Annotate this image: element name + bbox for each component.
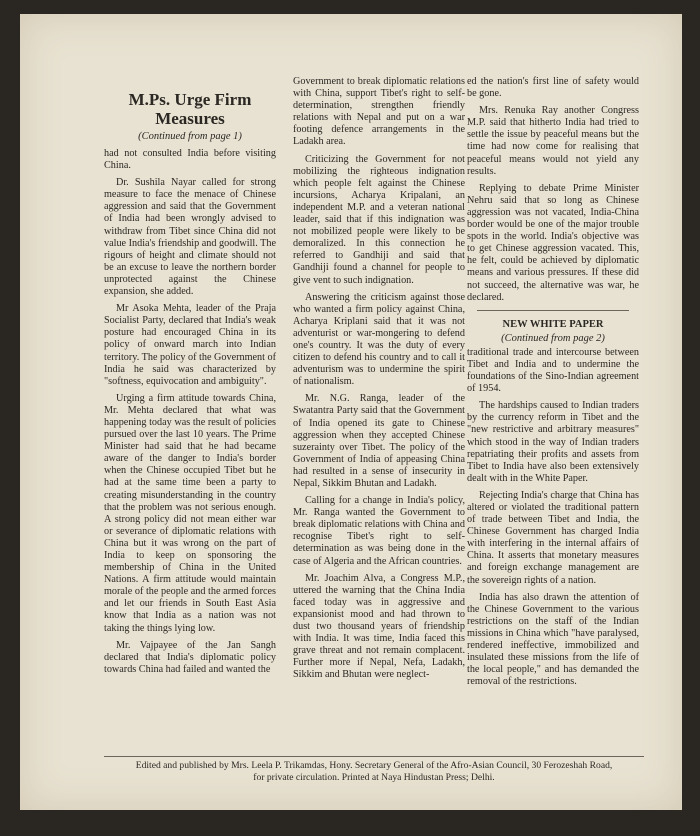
paragraph: Criticizing the Government for not mobilizing the righteous indignation which people felt against the Chinese incursions, Acharya Kripalani, an independent M.P. and a veteran national leader, said that if this indignation was not mobilized people were likely to be demoralized. In this connection he referred to Gandhiji and said that Gandhiji found a channel for people to give vent to such indignation. — [293, 153, 465, 286]
paragraph: Mr. N.G. Ranga, leader of the Swatantra Party said that the Government of India opened its gate to Chinese aggression when they accepted Chinese suzerainty over Tibet. The policy of the Government of India of appeasing China had resulted in a sense of insecurity in Nepal, Sikkim Bhutan and Ladakh. — [293, 393, 465, 489]
paragraph: Rejecting India's charge that China has altered or violated the traditional pattern of trade between Tibet and India, the Chinese Government has charged India with interfering in the internal affairs of China. It asserts that monetary measures and foreign exchange management are the sovereign rights of a nation. — [467, 489, 639, 586]
paragraph: Mrs. Renuka Ray another Congress M.P. said that hitherto India had tried to settle the issue by peaceful means but the time had now come for realising that peaceful means would not yield any results. — [467, 105, 639, 177]
column-3 — [467, 76, 639, 693]
paragraph: Mr. Joachim Alva, a Congress M.P., uttered the warning that the China India faced today was in aggressive and expansionist mood and had thrown to dust two thousand years of friendship with India. It was time, India faced this grave threat and not remain complacent. Further more if Nepal, Nefa, Ladakh, Sikkim and Bhutan were neglect- — [293, 572, 465, 681]
paragraph: Answering the criticism against those who wanted a firm policy against China, Acharya Kriplani said that it was not adventurist or war-mongering to defend one's country. It was the duty of every citizen to defend his country and to call it adventurism was to undermine the spirit of nationalism. — [293, 291, 465, 388]
column-1 — [104, 148, 276, 681]
newsletter-page — [20, 14, 682, 810]
paragraph: ed the nation's first line of safety would be gone. — [467, 76, 639, 100]
paragraph: had not consulted India before visiting China. — [104, 148, 276, 172]
section-divider — [477, 310, 629, 311]
paragraph: India has also drawn the attention of the Chinese Government to the various restrictions on the staff of the Indian missions in China which "have paralysed, rendered ineffective, immobilized and insulated these missions from the life of the local people," and has demanded the removal of the restrictions. — [467, 591, 639, 688]
paragraph: Dr. Sushila Nayar called for strong measure to face the menace of Chinese aggression and said that the Government of India had been wrongly advised to withdraw from Tibet since China did not value India's friendship and goodwill. The rigours of height and climate should not be an excuse to leave the northern border unprotected against the Chinese expansion, she added. — [104, 177, 276, 298]
publisher-footer — [104, 756, 644, 783]
paragraph: Calling for a change in India's policy, Mr. Ranga wanted the Government to break diplomatic relations with China and recognise Tibet's right to self-determination as was being done in the case of Algeria and the African countries. — [293, 495, 465, 567]
continued-note-1: (Continued from page 1) — [138, 131, 242, 142]
paragraph: Mr. Vajpayee of the Jan Sangh declared that India's diplomatic policy towards China had failed and wanted the — [104, 639, 276, 675]
headline-mps-urge: M.Ps. Urge Firm Measures — [128, 90, 252, 128]
footer-line-1: Edited and published by Mrs. Leela P. Trikamdas, Hony. Secretary General of the Afro-Asian Council, 30 Ferozeshah Road, — [135, 760, 613, 771]
paragraph: Mr Asoka Mehta, leader of the Praja Socialist Party, declared that India's weak posture had encouraged China in its policy of onward march into Indian territory. The policy of the Government of India he said was characterized by "softness, equivocation and ambiguity". — [104, 303, 277, 387]
headline-new-white-paper: NEW WHITE PAPER — [502, 318, 604, 330]
paragraph: The hardships caused to Indian traders by the currency reform in Tibet and the "new restrictive and arbitrary measures" which stood in the way of Indian traders repatriating their profits and assets from Tibet to India have also been extensively dealt with in the White Paper. — [467, 400, 639, 484]
footer-line-2: for private circulation. Printed at Naya Hindustan Press; Delhi. — [253, 771, 495, 783]
paragraph: Urging a firm attitude towards China, Mr. Mehta declared that what was happening today was the result of policies pursued over the last 10 years. The Prime Minister had said that he had became aware of the danger to India's border when the Chinese occupied Tibet but he had at the same time been a party to creating misunderstanding in the country that the problem was not serious enough. A strong policy did not mean either war or severance of diplomatic relations with China but it was wrong on the part of India to keep on sponsoring the membership of China in the United Nations. A firm attitude would maintain morale of the people and the armed forces and let our friends in South East Asia know that India as a nation was not taking the things lying low. — [104, 392, 276, 634]
continued-note-2: (Continued from page 2) — [501, 332, 605, 344]
paragraph: Government to break diplomatic relations with China, support Tibet's right to self-determination, strengthen friendly relations with Nepal and put on a war footing defence arrangements in the Ladakh area. — [293, 76, 465, 148]
column-2 — [293, 76, 465, 687]
paragraph: traditional trade and intercourse between Tibet and India and to undermine the foundations of the Sino-Indian agreement of 1954. — [467, 346, 639, 395]
paragraph: Replying to debate Prime Minister Nehru said that so long as Chinese aggression was not vacated, India-China border would be one of the major trouble spots in the world. India's objective was to get Chinese aggression vacated. This, he felt, could be achieved by diplomatic means and various pressures. If these did not succeed, the alternative was war, he declared. — [467, 182, 639, 303]
